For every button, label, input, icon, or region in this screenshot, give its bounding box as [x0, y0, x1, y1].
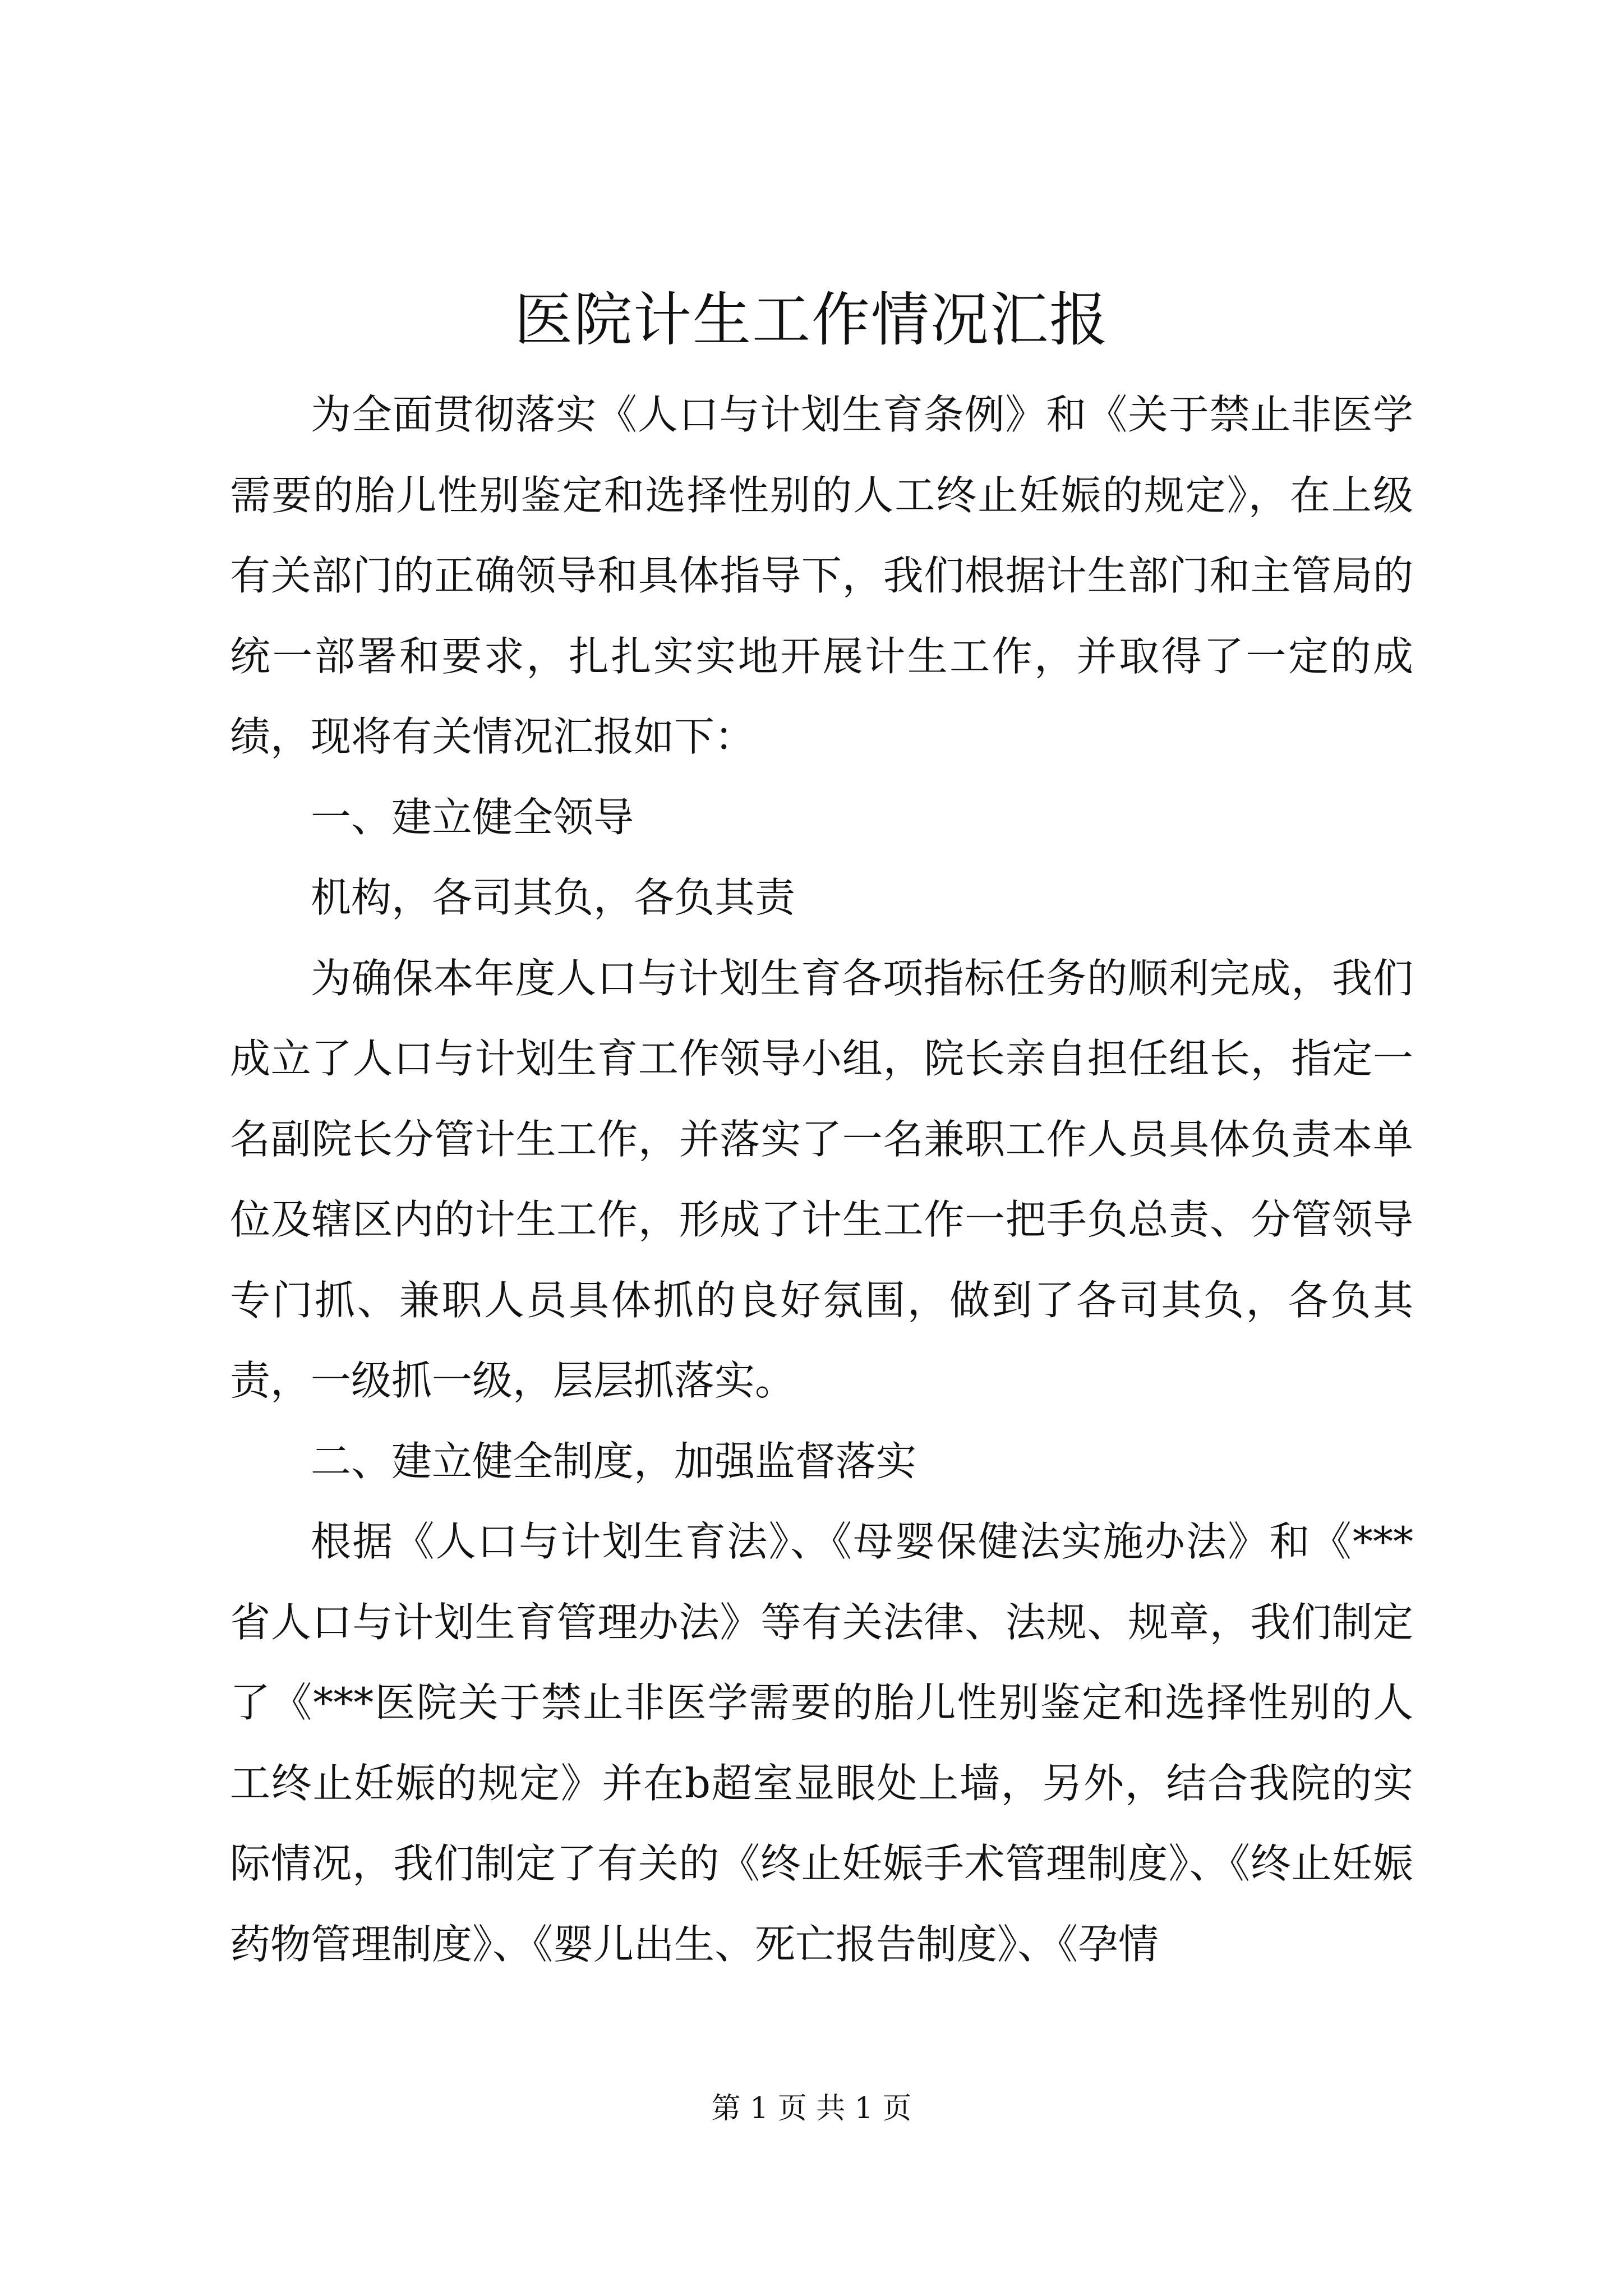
section-heading-1-continued: 机构，各司其负，各负其责 [311, 874, 796, 921]
page-footer: 第 1 页 共 1 页 [711, 2092, 912, 2125]
document-body [230, 375, 1413, 1985]
paragraph-regulations: 根据《人口与计划生育法》、《母婴保健法实施办法》和《***省人口与计划生育管理办法》等有关法律、法规、规章，我们制定了《***医院关于禁止非医学需要的胎儿性别鉴定和选择性别的人工终止妊娠的规定》并在b超室显眼处上墙，另外，结合我院的实际情况，我们制定了有关的《终止妊娠手术管理制度》、《终止妊娠药物管理制度》、《婴儿出生、死亡报告制度》、《孕情 [230, 1518, 1413, 1968]
paragraph-intro: 为全面贯彻落实《人口与计划生育条例》和《关于禁止非医学需要的胎儿性别鉴定和选择性别的人工终止妊娠的规定》，在上级有关部门的正确领导和具体指导下，我们根据计生部门和主管局的统一部署和要求，扎扎实实地开展计生工作，并取得了一定的成绩，现将有关情况汇报如下： [230, 391, 1413, 760]
paragraph-leadership: 为确保本年度人口与计划生育各项指标任务的顺利完成，我们成立了人口与计划生育工作领导小组，院长亲自担任组长，指定一名副院长分管计生工作，并落实了一名兼职工作人员具体负责本单位及辖区内的计生工作，形成了计生工作一把手负总责、分管领导专门抓、兼职人员具体抓的良好氛围，做到了各司其负，各负其责，一级抓一级，层层抓落实。 [230, 954, 1413, 1404]
section-heading-1: 一、建立健全领导 [311, 793, 634, 841]
document-title: 医院计生工作情况汇报 [514, 286, 1109, 354]
section-heading-2: 二、建立健全制度，加强监督落实 [311, 1437, 917, 1485]
